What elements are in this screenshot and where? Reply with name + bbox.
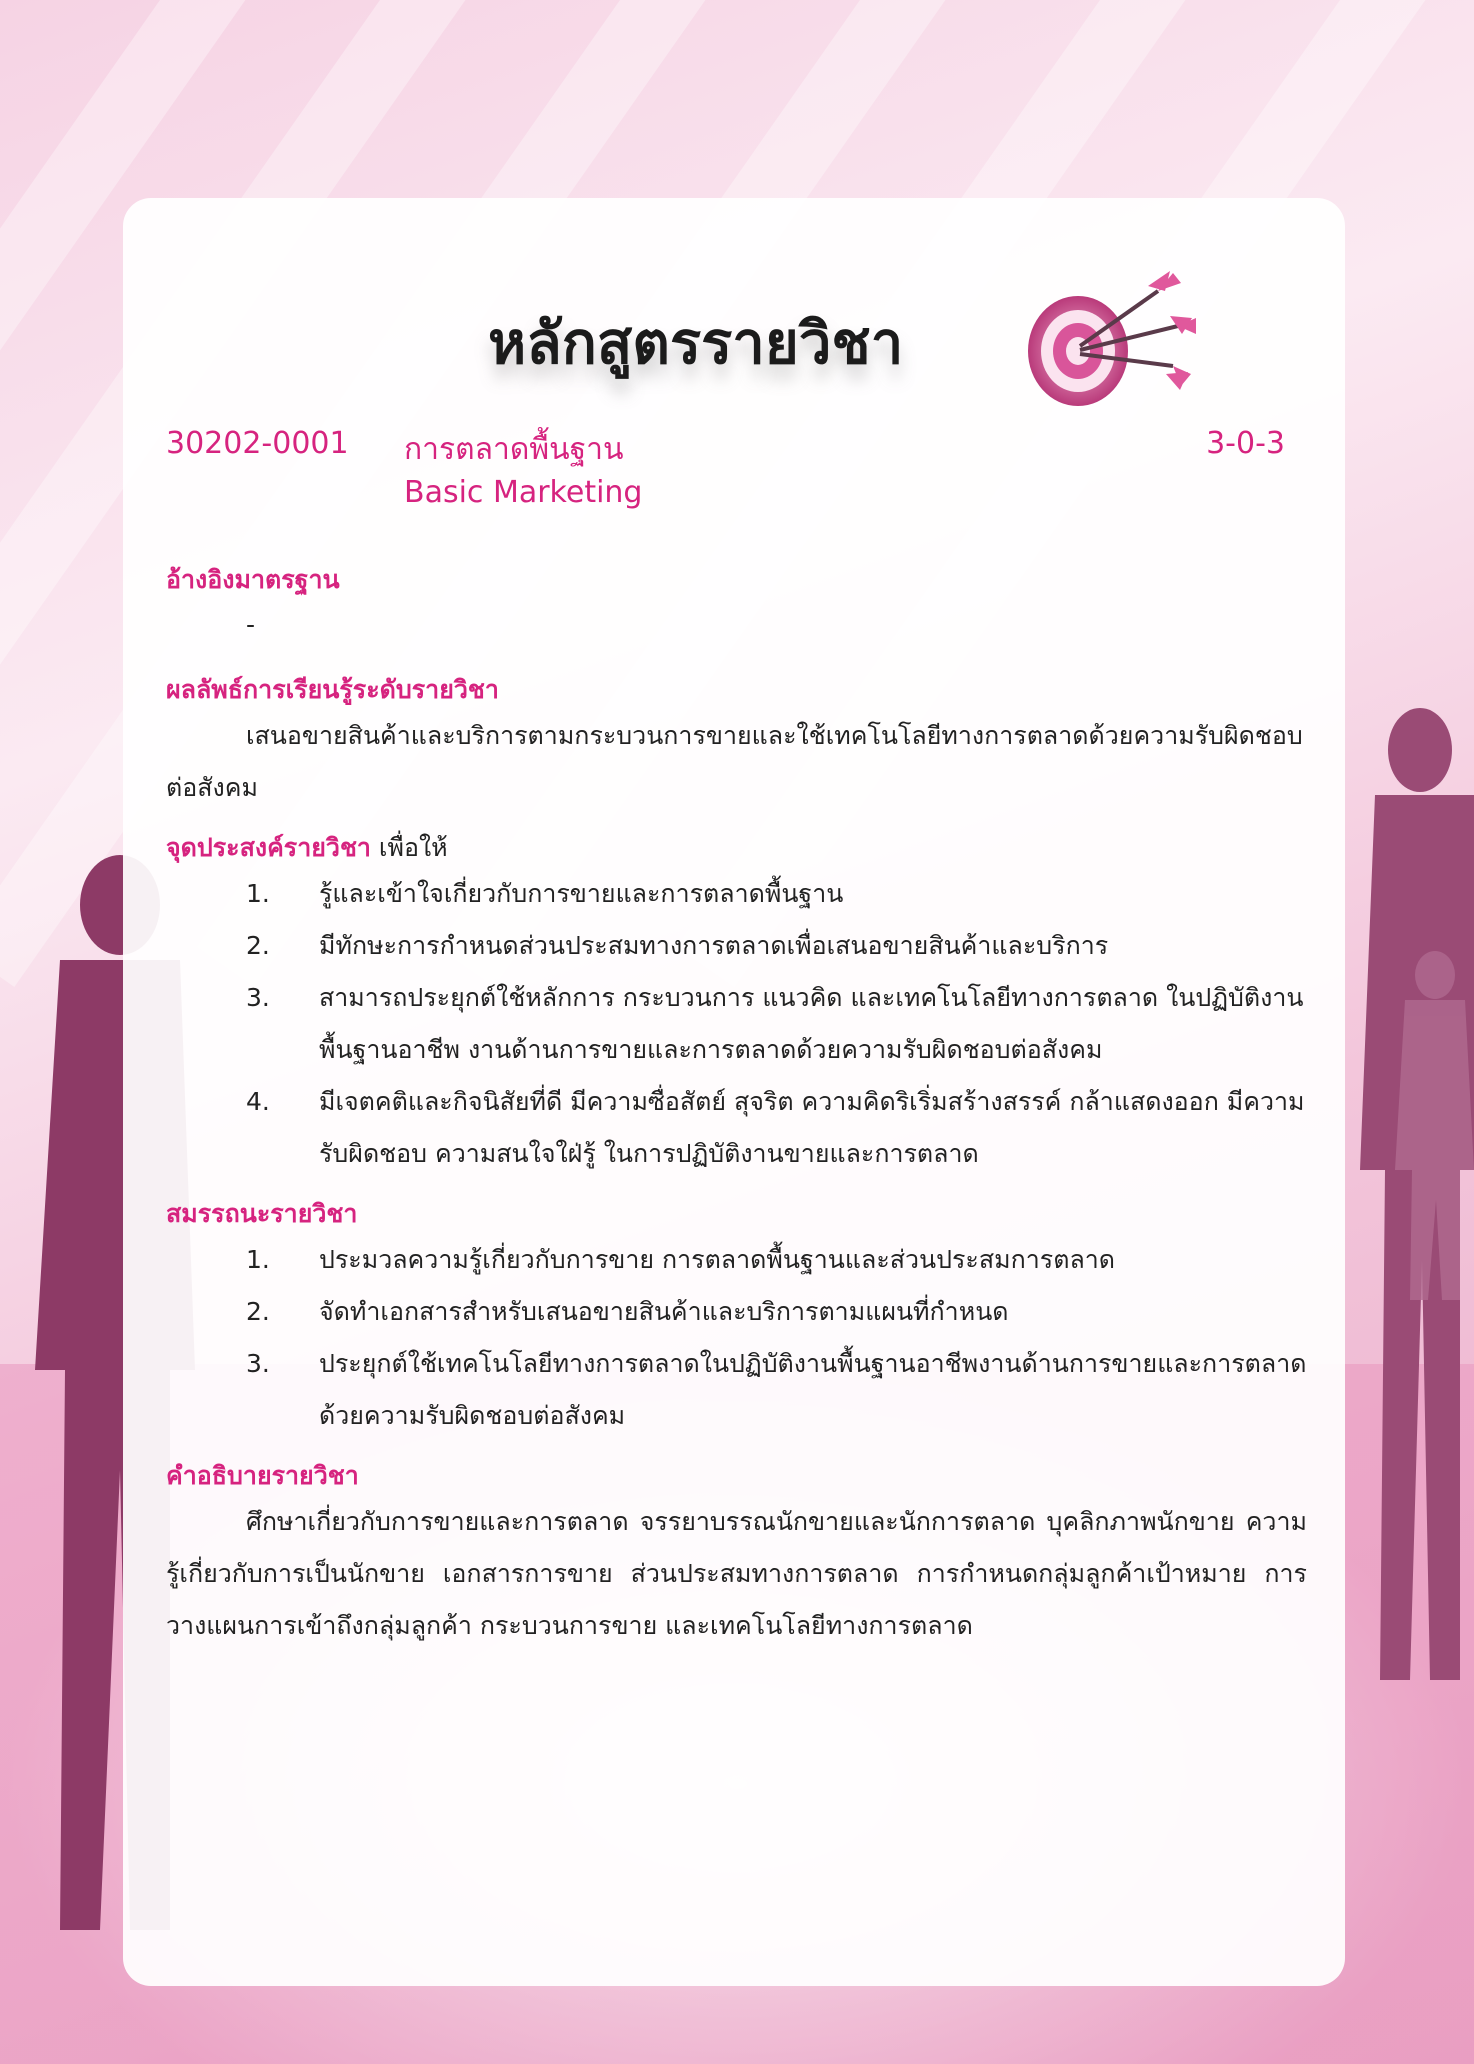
objectives-heading-label: จุดประสงค์รายวิชา: [166, 833, 371, 862]
list-item-text: ประมวลความรู้เกี่ยวกับการขาย การตลาดพื้นฐานและส่วนประสมการตลาด: [319, 1245, 1116, 1274]
list-item: [166, 1338, 1307, 1442]
standard-ref-section: [166, 560, 1307, 650]
standard-ref-heading: อ้างอิงมาตรฐาน: [166, 565, 340, 594]
list-item-number: 1.: [246, 879, 270, 908]
list-item-text: ประยุกต์ใช้เทคโนโลยีทางการตลาดในปฏิบัติงานพื้นฐานอาชีพงานด้านการขายและการตลาดด้วยความรับผิดชอบต่อสังคม: [319, 1349, 1307, 1430]
list-item-text: สามารถประยุกต์ใช้หลักการ กระบวนการ แนวคิด และเทคโนโลยีทางการตลาด ในปฏิบัติงานพื้นฐานอาชีพ งานด้านการขายและการตลาดด้วยความรับผิดชอบต่อสังคม: [319, 983, 1304, 1064]
course-content: [166, 560, 1307, 1666]
list-item-number: 2.: [246, 1297, 270, 1326]
standard-ref-value: -: [246, 610, 256, 639]
content-card: [123, 198, 1345, 1986]
list-item: [166, 1076, 1307, 1180]
learning-outcome-text: เสนอขายสินค้าและบริการตามกระบวนการขายและใช้เทคโนโลยีทางการตลาดด้วยความรับผิดชอบต่อสังคม: [166, 721, 1303, 802]
course-credits: 3-0-3: [1206, 426, 1285, 461]
competencies-heading: สมรรถนะรายวิชา: [166, 1199, 358, 1228]
description-section: [166, 1456, 1307, 1652]
page-title: หลักสูตรรายวิชา: [488, 309, 904, 377]
course-name-en: Basic Marketing: [404, 475, 643, 510]
list-item: [166, 920, 1307, 972]
list-item-text: จัดทำเอกสารสำหรับเสนอขายสินค้าและบริการตามแผนที่กำหนด: [319, 1297, 1009, 1326]
objectives-heading: [166, 828, 1307, 868]
list-item-number: 3.: [246, 1349, 270, 1378]
objectives-list: [166, 868, 1307, 1180]
objectives-heading-suffix: เพื่อให้: [370, 833, 448, 862]
list-item: [166, 972, 1307, 1076]
list-item-number: 2.: [246, 931, 270, 960]
title-row: [123, 266, 1345, 406]
dartboard-target-icon: [998, 266, 1198, 416]
list-item: [166, 1234, 1307, 1286]
list-item-number: 4.: [246, 1087, 270, 1116]
list-item-text: มีทักษะการกำหนดส่วนประสมทางการตลาดเพื่อเสนอขายสินค้าและบริการ: [319, 931, 1109, 960]
competencies-list: [166, 1234, 1307, 1442]
course-name-th: การตลาดพื้นฐาน: [404, 432, 624, 467]
description-heading: คำอธิบายรายวิชา: [166, 1461, 359, 1490]
course-code: 30202-0001: [166, 426, 349, 461]
list-item-number: 1.: [246, 1245, 270, 1274]
list-item-number: 3.: [246, 983, 270, 1012]
list-item: [166, 868, 1307, 920]
objectives-section: [166, 828, 1307, 1180]
list-item-text: มีเจตคติและกิจนิสัยที่ดี มีความซื่อสัตย์ สุจริต ความคิดริเริ่มสร้างสรรค์ กล้าแสดงออก มีความรับผิดชอบ ความสนใจใฝ่รู้ ในการปฏิบัติงานขายและการตลาด: [319, 1087, 1305, 1168]
businessman-silhouette-right-back: [1390, 950, 1474, 1310]
competencies-section: [166, 1194, 1307, 1442]
learning-outcome-section: [166, 670, 1307, 814]
learning-outcome-heading: ผลลัพธ์การเรียนรู้ระดับรายวิชา: [166, 675, 499, 704]
list-item-text: รู้และเข้าใจเกี่ยวกับการขายและการตลาดพื้นฐาน: [319, 879, 844, 908]
description-text: ศึกษาเกี่ยวกับการขายและการตลาด จรรยาบรรณนักขายและนักการตลาด บุคลิกภาพนักขาย ความรู้เกี่ยวกับการเป็นนักขาย เอกสารการขาย ส่วนประสมทางการตลาด การกำหนดกลุ่มลูกค้าเป้าหมาย การวางแผนการเข้าถึงกลุ่มลูกค้า กระบวนการขาย และเทคโนโลยีทางการตลาด: [166, 1507, 1307, 1640]
list-item: [166, 1286, 1307, 1338]
